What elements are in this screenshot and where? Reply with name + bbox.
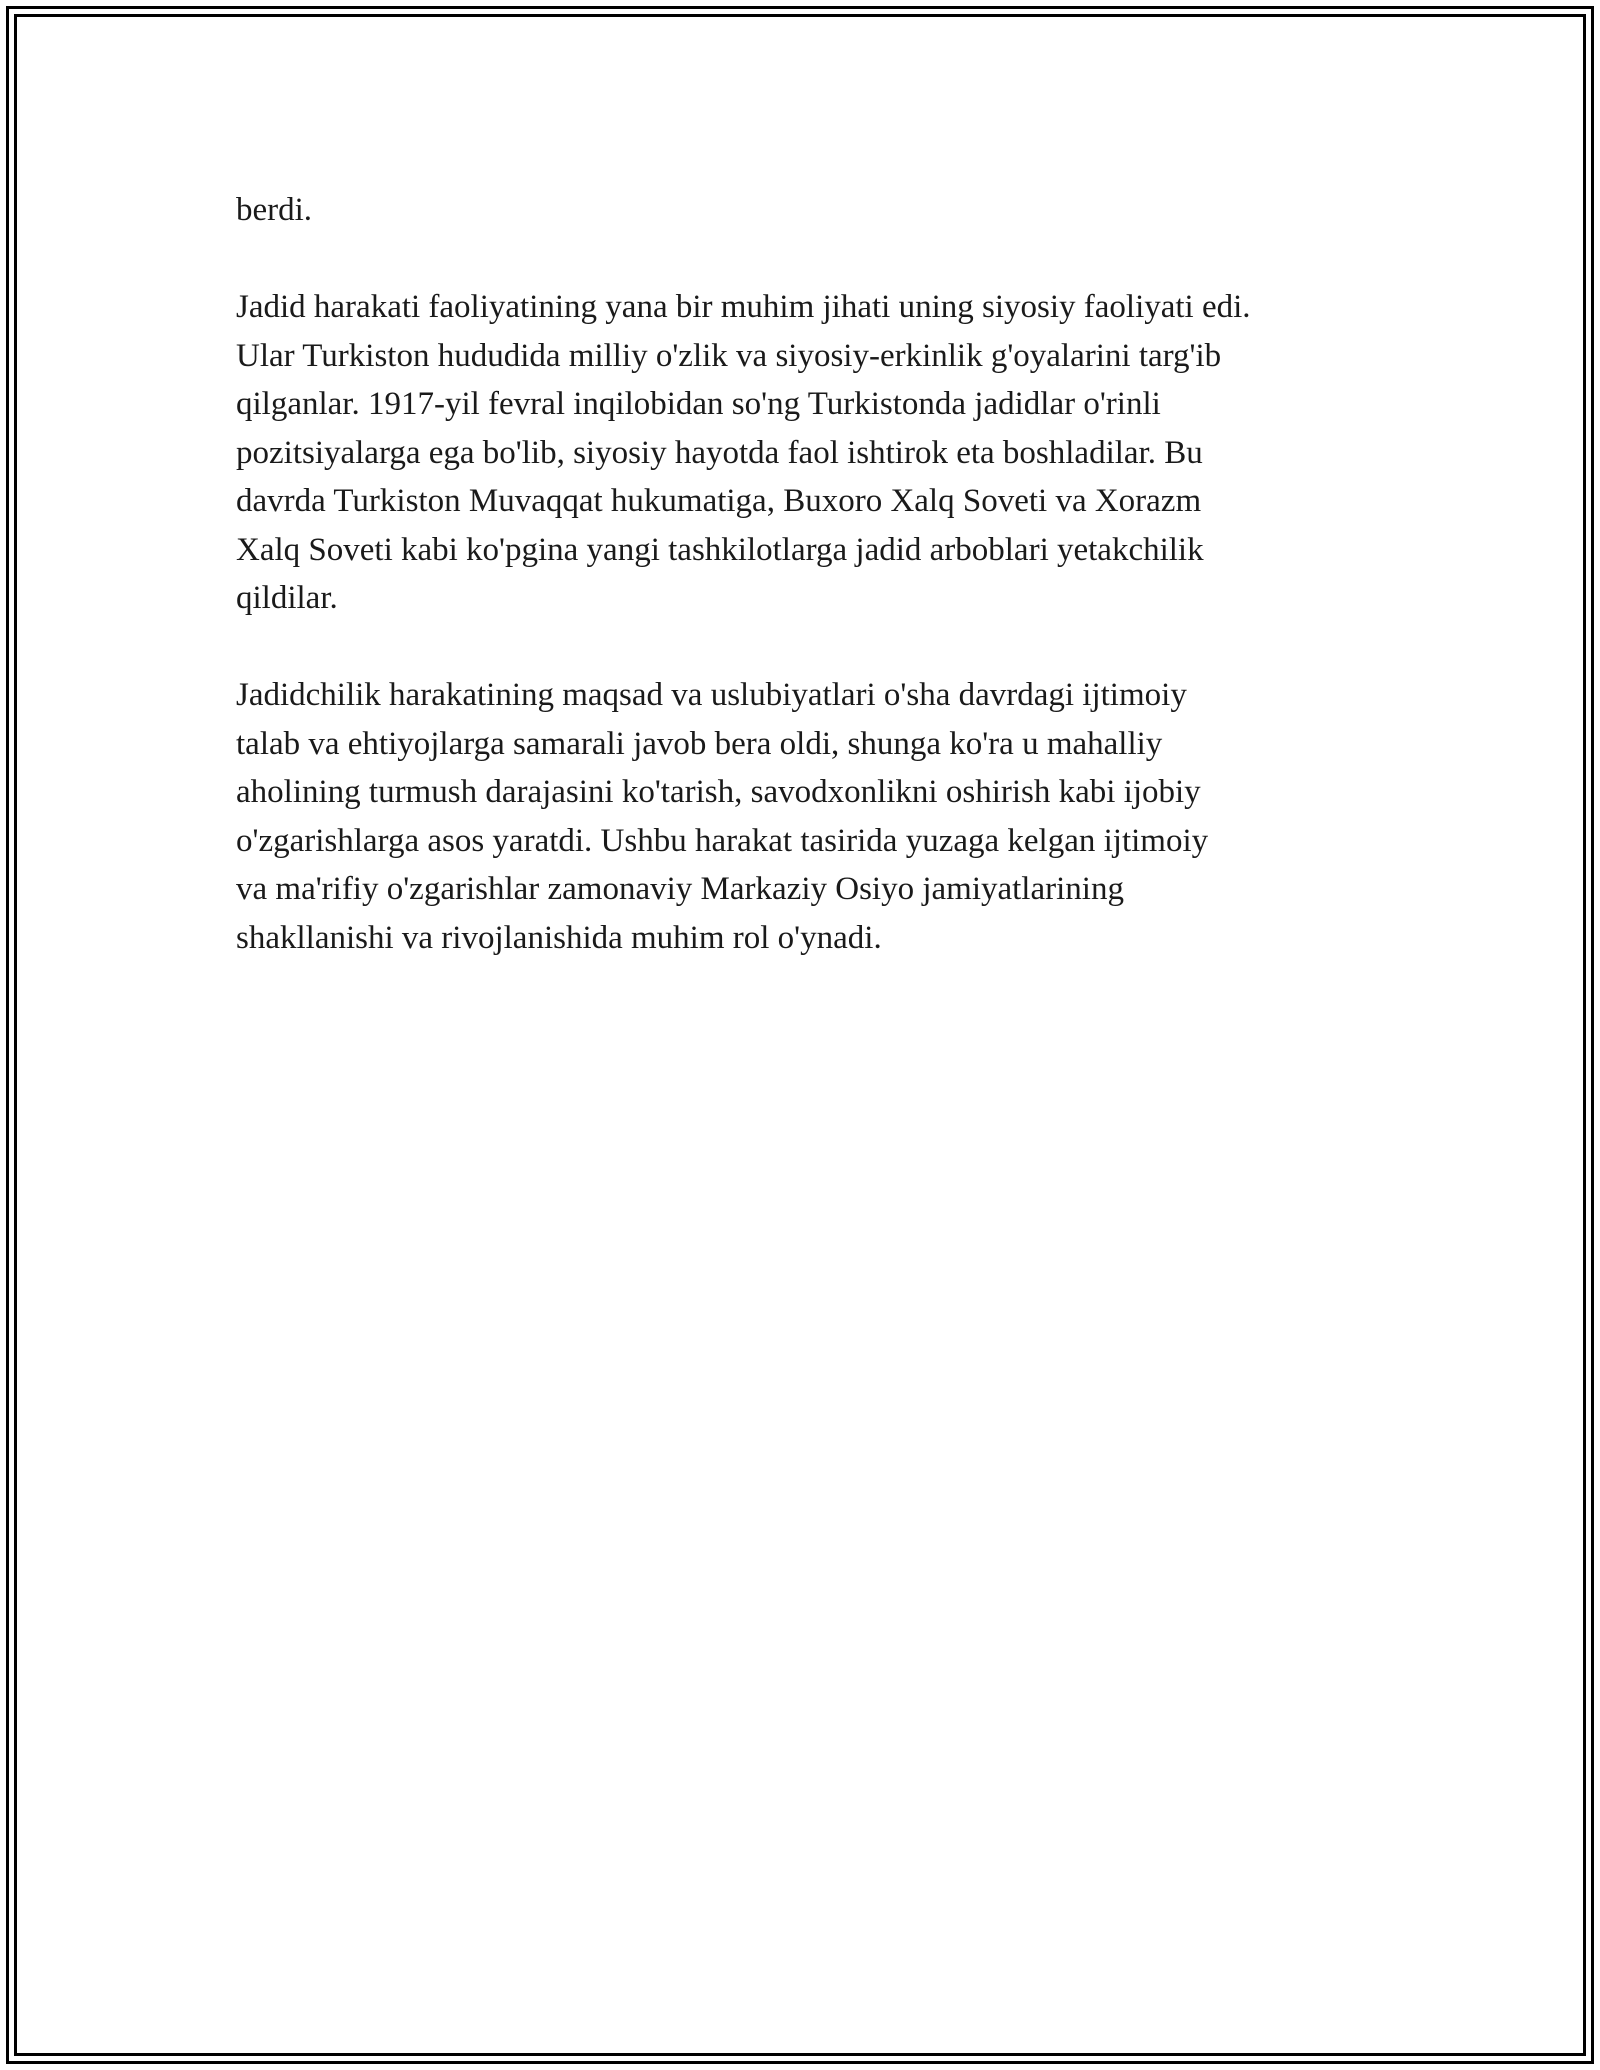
paragraph-political-activity: Jadid harakati faoliyatining yana bir muhim jihati uning siyosiy faoliyati edi. Ular Turkiston hududida milliy o'zlik va siyosiy-erkinlik g'oyalarini targ'ib qilganlar. 1917-yil fevral inqilobidan so'ng Turkistonda jadidlar o'rinli pozitsiyalarga ega bo'lib, siyosiy hayotda faol ishtirok eta boshladilar. Bu davrda Turkiston Muvaqqat hukumatiga, Buxoro Xalq Soveti va Xorazm Xalq Soveti kabi ko'pgina yangi tashkilotlarga jadid arboblari yetakchilik qildilar. [236, 289, 1251, 616]
document-body [236, 186, 1386, 1011]
paragraph-goals-and-impact: Jadidchilik harakatining maqsad va uslubiyatlari o'sha davrdagi ijtimoiy talab va ehtiyojlarga samarali javob bera oldi, shunga ko'ra u mahalliy aholining turmush darajasini ko'tarish, savodxonlikni oshirish kabi ijobiy o'zgarishlarga asos yaratdi. Ushbu harakat tasirida yuzaga kelgan ijtimoiy va ma'rifiy o'zgarishlar zamonaviy Markaziy Osiyo jamiyatlarining shakllanishi va rivojlanishida muhim rol o'ynadi. [236, 677, 1209, 956]
paragraph-continuation: berdi. [236, 192, 313, 228]
